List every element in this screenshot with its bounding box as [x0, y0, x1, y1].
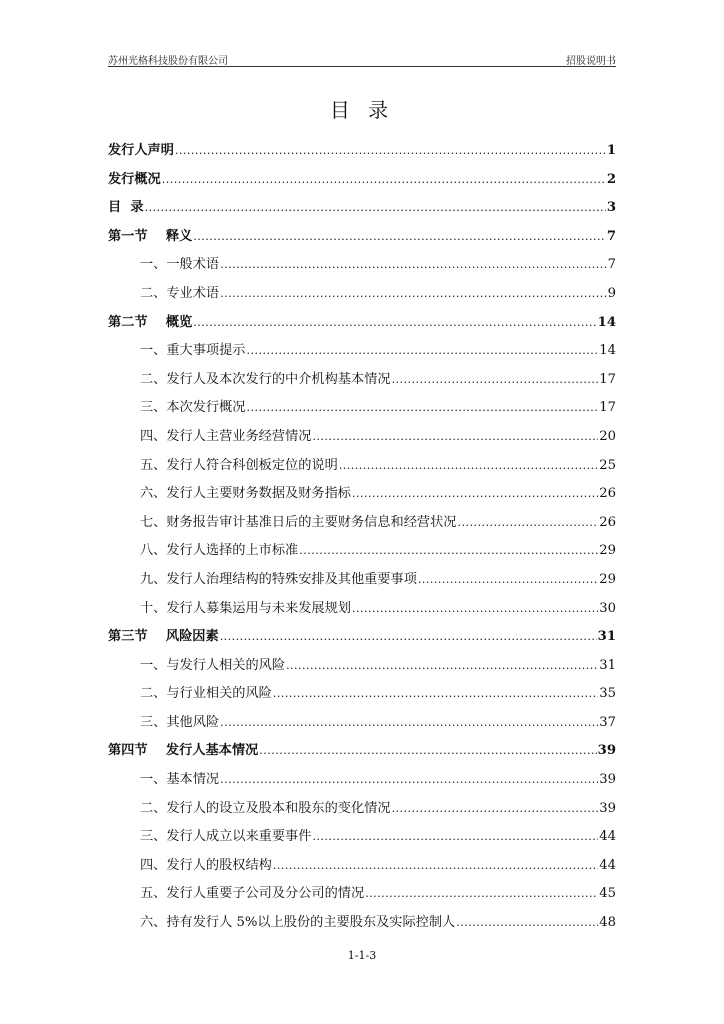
toc-entry[interactable]: [108, 339, 616, 368]
toc-entry[interactable]: [108, 253, 616, 282]
toc-entry-label: 第四节 发行人基本情况: [108, 743, 259, 759]
toc-entry-page: 31: [599, 657, 616, 673]
table-of-contents: [108, 139, 616, 940]
toc-entry-label: 二、发行人及本次发行的中介机构基本情况: [140, 371, 391, 387]
toc-leader-dots: [273, 859, 598, 872]
toc-entry-label: 一、重大事项提示: [140, 343, 246, 359]
toc-entry-page: 44: [599, 829, 616, 845]
toc-entry[interactable]: [108, 739, 616, 768]
toc-entry[interactable]: [108, 168, 616, 197]
toc-entry[interactable]: [108, 225, 616, 254]
toc-entry-label: 第二节 概览: [108, 314, 193, 330]
toc-leader-dots: [286, 659, 598, 672]
toc-entry-page: 26: [599, 486, 616, 502]
toc-entry-label: 六、持有发行人 5%以上股份的主要股东及实际控制人: [140, 915, 456, 931]
toc-entry[interactable]: [108, 539, 616, 568]
toc-entry-page: 17: [599, 371, 616, 387]
toc-leader-dots: [352, 487, 598, 500]
toc-entry-page: 20: [599, 428, 616, 444]
toc-entry-page: 9: [607, 285, 616, 301]
toc-entry-page: 7: [606, 228, 616, 244]
toc-leader-dots: [193, 230, 606, 243]
toc-entry-label: 一、与发行人相关的风险: [140, 657, 286, 673]
toc-entry-label: 发行概况: [108, 171, 161, 187]
toc-leader-dots: [339, 459, 598, 472]
toc-entry-label: 八、发行人选择的上市标准: [140, 543, 299, 559]
toc-entry-page: 7: [607, 257, 616, 273]
toc-entry-page: 29: [599, 543, 616, 559]
toc-entry[interactable]: [108, 711, 616, 740]
toc-entry-label: 目 录: [108, 200, 144, 216]
toc-entry-page: 3: [606, 200, 616, 216]
toc-entry-label: 第三节 风险因素: [108, 629, 219, 645]
toc-entry[interactable]: [108, 196, 616, 225]
toc-leader-dots: [299, 544, 598, 557]
toc-entry[interactable]: [108, 311, 616, 340]
toc-entry-page: 39: [597, 743, 616, 759]
toc-entry-label: 七、财务报告审计基准日后的主要财务信息和经营状况: [140, 514, 457, 530]
toc-entry[interactable]: [108, 654, 616, 683]
toc-title: 目 录: [329, 98, 395, 122]
toc-leader-dots: [145, 201, 606, 214]
toc-entry[interactable]: [108, 368, 616, 397]
toc-leader-dots: [273, 687, 598, 700]
toc-entry[interactable]: [108, 425, 616, 454]
toc-entry-label: 四、发行人主营业务经营情况: [140, 428, 312, 444]
toc-entry[interactable]: [108, 682, 616, 711]
toc-leader-dots: [220, 716, 598, 729]
toc-leader-dots: [458, 516, 599, 529]
toc-leader-dots: [456, 916, 598, 929]
toc-leader-dots: [312, 430, 598, 443]
toc-entry[interactable]: [108, 625, 616, 654]
toc-entry[interactable]: [108, 882, 616, 911]
toc-leader-dots: [247, 344, 599, 357]
toc-leader-dots: [312, 830, 598, 843]
toc-entry-page: 14: [597, 314, 616, 330]
toc-leader-dots: [175, 144, 606, 157]
toc-leader-dots: [365, 887, 598, 900]
toc-entry-page: 25: [599, 457, 616, 473]
toc-entry[interactable]: [108, 511, 616, 540]
toc-entry[interactable]: [108, 768, 616, 797]
toc-entry-label: 一、基本情况: [140, 772, 220, 788]
toc-entry-page: 44: [599, 857, 616, 873]
toc-entry[interactable]: [108, 911, 616, 940]
toc-entry-page: 2: [606, 171, 616, 187]
toc-entry[interactable]: [108, 854, 616, 883]
toc-entry-label: 二、与行业相关的风险: [140, 686, 272, 702]
toc-entry-label: 三、发行人成立以来重要事件: [140, 829, 312, 845]
toc-entry-page: 1: [606, 143, 616, 158]
toc-entry-label: 五、发行人重要子公司及分公司的情况: [140, 886, 365, 902]
toc-leader-dots: [220, 630, 597, 643]
toc-leader-dots: [162, 173, 606, 186]
toc-entry-page: 26: [599, 514, 616, 530]
toc-leader-dots: [193, 316, 596, 329]
toc-entry[interactable]: [108, 482, 616, 511]
toc-entry-page: 39: [599, 800, 616, 816]
toc-entry-label: 发行人声明: [108, 143, 174, 158]
toc-leader-dots: [220, 773, 598, 786]
toc-entry-label: 三、其他风险: [140, 714, 220, 730]
toc-entry-page: 31: [597, 629, 616, 645]
toc-entry[interactable]: [108, 139, 616, 168]
toc-entry[interactable]: [108, 568, 616, 597]
toc-entry-label: 九、发行人治理结构的特殊安排及其他重要事项: [140, 571, 417, 587]
toc-entry-page: 35: [599, 686, 616, 702]
toc-entry-label: 第一节 释义: [108, 228, 193, 244]
toc-entry-label: 十、发行人募集运用与未来发展规划: [140, 600, 351, 616]
toc-entry-page: 48: [599, 915, 616, 931]
toc-entry-page: 29: [599, 571, 616, 587]
company-name: 苏州光格科技股份有限公司: [108, 56, 228, 67]
toc-leader-dots: [418, 573, 598, 586]
toc-entry-page: 39: [599, 772, 616, 788]
toc-entry[interactable]: [108, 797, 616, 826]
page-number: 1-1-3: [347, 949, 377, 962]
toc-entry[interactable]: [108, 282, 616, 311]
document-type: 招股说明书: [566, 56, 616, 67]
toc-entry-label: 五、发行人符合科创板定位的说明: [140, 457, 338, 473]
toc-entry[interactable]: [108, 396, 616, 425]
toc-entry[interactable]: [108, 454, 616, 483]
toc-entry-page: 37: [599, 714, 616, 730]
toc-leader-dots: [247, 401, 599, 414]
toc-leader-dots: [259, 744, 596, 757]
toc-entry-label: 二、发行人的设立及股本和股东的变化情况: [140, 800, 391, 816]
toc-entry-page: 14: [599, 343, 616, 359]
toc-entry-label: 一、一般术语: [140, 257, 220, 273]
toc-entry[interactable]: [108, 597, 616, 626]
toc-entry-label: 四、发行人的股权结构: [140, 857, 272, 873]
toc-leader-dots: [392, 373, 599, 386]
toc-leader-dots: [392, 802, 599, 815]
toc-entry-page: 30: [599, 600, 616, 616]
toc-entry-page: 17: [599, 400, 616, 416]
toc-entry-label: 二、专业术语: [140, 285, 220, 301]
toc-entry[interactable]: [108, 825, 616, 854]
toc-entry-label: 三、本次发行概况: [140, 400, 246, 416]
toc-leader-dots: [220, 258, 606, 271]
toc-leader-dots: [220, 287, 606, 300]
toc-entry-page: 45: [599, 886, 616, 902]
toc-leader-dots: [352, 602, 598, 615]
toc-entry-label: 六、发行人主要财务数据及财务指标: [140, 486, 351, 502]
page-header: [108, 50, 616, 67]
